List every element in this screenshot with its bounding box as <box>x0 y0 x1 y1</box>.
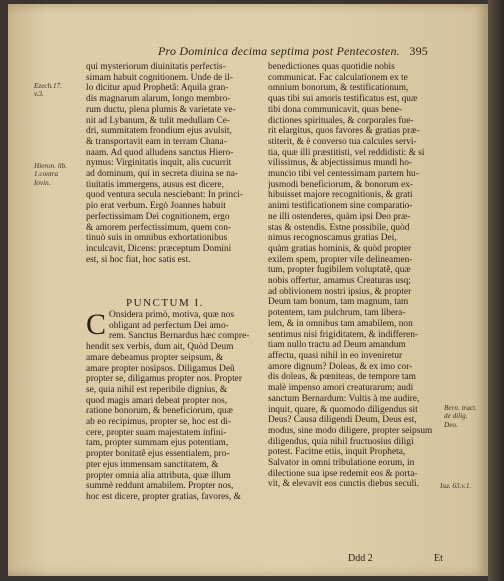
text-line: se, quia nihil est reperibile dignius, & <box>86 384 228 395</box>
text-line: amare propter nosipsos. Diligamus Deũ <box>86 363 235 374</box>
text-line: hibuisset majore recognitionis, & grati <box>268 190 413 201</box>
margin-note-bern <box>444 404 477 429</box>
text-line: nimus recognoscamus gratias Dei, <box>268 233 397 244</box>
margin-note-isa <box>440 482 471 490</box>
running-header <box>158 44 428 59</box>
text-line: tibi dona communicavit, quas bene- <box>268 104 403 115</box>
text-line: dis doleas, & pœniteas, de tempore tam <box>268 372 416 383</box>
text-line: Salvator in omni tribulatione eorum, in <box>268 458 415 469</box>
text-line: affectu, quasi nihil in eo inveniretur <box>268 350 403 361</box>
text-line: rit elargitus, quos favores & gratias præ- <box>268 126 420 137</box>
text-line: Deus? Causa diligendi Deum, Deus est, <box>268 415 417 426</box>
book-page <box>8 4 488 576</box>
text-line: nit ad Lybanum, & tulit medullam Ce- <box>86 115 230 126</box>
text-line: qui mysteriorum diuinitatis perfectis- <box>86 62 226 72</box>
text-line: & amorem perfectissimum, quem con- <box>86 222 232 233</box>
signature-mark: Ddd 2 <box>348 553 373 564</box>
text-line: muncio tibi vel centessimam partem hu- <box>268 169 419 180</box>
margin-note-line: Iovin. <box>34 178 51 187</box>
margin-note-line: Deo. <box>444 420 458 429</box>
page-number: 395 <box>409 44 428 58</box>
header-title: Pro Dominica decima septima post Pentecosten. <box>158 44 400 58</box>
book-edge <box>488 0 504 581</box>
text-line: nymus: Virginitatis inquit, alis cucurrit <box>86 158 232 169</box>
text-line: exilem spem, propter vile delineamen- <box>268 254 413 265</box>
text-line: quod ventura secula nesciebant: In princi- <box>86 190 243 201</box>
text-line: dictiones spirituales, & corporales fue- <box>268 115 414 126</box>
text-line: ratione bonorum, & beneficiorum, quæ <box>86 406 233 417</box>
text-line: amore dignum? Doleas, & ex imo cor- <box>268 361 413 372</box>
margin-note-hieron <box>34 162 67 187</box>
text-line: dis magnarum alarum, longo membro- <box>86 94 231 105</box>
text-line: tia, quæ illi præstitisti, vel reddidisti: & si <box>268 147 425 158</box>
text-line: pio erat verbum. Ergò Joannes habuit <box>86 201 226 212</box>
text-line: rum ductu, plena plumis & varietate ve- <box>86 104 236 115</box>
text-line: malè impenso amori creaturarum; audi <box>268 383 414 394</box>
text-line: animi testificationem sine comparatio- <box>268 201 413 212</box>
margin-note-line: Isa. 63.v.1. <box>440 482 472 490</box>
text-line: stas & ostendis. Estne possibile, quòd <box>268 222 410 233</box>
margin-note-line: 1.contra <box>34 170 59 179</box>
text-line: est, si hoc fiat, hoc satis est. <box>86 254 191 265</box>
left-column-continued <box>86 310 256 503</box>
text-line: benedictiones quas quotidie nobis <box>268 62 395 72</box>
text-line: lem, & in omnibus tam amabilem, non <box>268 318 413 329</box>
text-line: dri, summitatem frondium ejus avulsit, <box>86 126 232 137</box>
text-line: tum, propter fugibilem voluptatẽ, quæ <box>268 265 411 276</box>
text-line: propter se, diligamus propter nos. Propter <box>86 374 242 385</box>
section-heading: PUNCTUM I. <box>126 297 204 309</box>
left-column <box>86 62 256 265</box>
text-line: obligant ad perfectum Dei amo- <box>109 320 229 331</box>
text-line: sanctum Bernardum: Vultis à me audire, <box>268 393 420 404</box>
text-line: nobis offertur, amamus Creaturas usq; <box>268 276 411 287</box>
text-line: & transportavit eam in terram Chana- <box>86 136 227 147</box>
margin-note-line: Ezech.17. <box>34 82 62 90</box>
text-line: quod magis amari debeat propter nos, <box>86 395 228 406</box>
text-line: tiuitatis immergens, ausus est dicere, <box>86 179 224 190</box>
text-line: cere, propter suam majestatem infini- <box>86 427 227 438</box>
margin-note-line: de dilig. <box>444 412 468 421</box>
text-line: quàm gratias hominis, & quòd propter <box>268 243 412 254</box>
text-line: ad oblivionem nostri ipsius, & propter <box>268 286 412 297</box>
text-line: perfectissimam Dei cognitionem, ergo <box>86 211 230 222</box>
margin-note-ezech <box>34 82 62 99</box>
text-line: rem. Sanctus Bernardus hæc compre- <box>109 331 250 342</box>
text-line: modus, sine modo diligere, propter seipsum <box>268 425 433 436</box>
text-line: sentimus nisi frigiditatem, & indifferen- <box>268 329 419 340</box>
text-line: simam habuit cognitionem. Unde de il- <box>86 72 233 83</box>
text-line: naam. Ad quod alludens sanctus Hiero- <box>86 147 234 158</box>
text-line: diligendus, quia nihil fructuosius diligi <box>268 436 414 447</box>
text-line: tiam nullo tractu ad Deum amandum <box>268 340 406 351</box>
text-line: summè reddunt amabilem. Propter nos, <box>86 481 234 492</box>
text-line: hendit sex verbis, dum ait, Quòd Deum <box>86 342 234 353</box>
text-line: potest. Facitne etiis, inquit Propheta, <box>268 447 406 458</box>
text-line: propter bonitatẽ ejus essentialem, pro- <box>86 449 230 460</box>
text-line: vilissimus, & abjectissimus mundi ho- <box>268 158 413 169</box>
text-line: jusmodi beneficiorum, & bonorum ex- <box>268 179 414 190</box>
text-line: tam, propter summam ejus potentiam, <box>86 438 229 449</box>
text-line: amare debeamus propter seipsum, & <box>86 352 224 363</box>
text-line: omnium bonorum, & testificationum, <box>268 83 409 94</box>
text-line: ne illi ostenderes, quàm ipsi Deo præ- <box>268 211 411 222</box>
text-line: Onsidera primò, motiva, quæ nos <box>109 310 235 320</box>
text-line: potentem, tam pulchrum, tam libera- <box>268 308 406 319</box>
text-line: inquit, quare, & quomodo diligendus sit <box>268 404 418 415</box>
text-line: ad dominum, qui in secreta diuina se na- <box>86 169 239 180</box>
text-line: ab eo recipimus, propter se, hoc est di- <box>86 417 232 428</box>
text-line: inculcavit, Dicens: præceptum Domini <box>86 243 232 254</box>
catchword: Et <box>434 553 443 564</box>
text-line: tinuò suis in omnibus exhortationibus <box>86 233 228 244</box>
text-line: lo dicitur apud Prophetã: Aquila gran- <box>86 83 229 94</box>
text-line: hoc est dicere, propter gratias, favores, & <box>86 491 241 502</box>
margin-note-line: Hieron. lib. <box>34 162 68 170</box>
text-line: vit, & elevavit eos cunctis diebus seculi. <box>268 479 420 490</box>
signature-line <box>348 553 443 564</box>
text-line: quas tibi sui amoris testificatus est, quæ <box>268 94 418 105</box>
text-line: propter omnia alia attributa, quæ illum <box>86 470 231 481</box>
text-line: pter ejus immensam sanctitatem, & <box>86 459 219 470</box>
text-line: dilectione sua ipse redemit eos & porta- <box>268 468 418 479</box>
text-line: communicat. Fac calculationem ex te <box>268 72 408 83</box>
margin-note-line: Bern. tract. <box>444 404 477 412</box>
margin-note-line: v.3. <box>34 90 44 99</box>
right-column <box>268 62 440 490</box>
drop-cap: C <box>86 308 107 341</box>
text-line: stiterit, & è converso tua calcules servi- <box>268 136 417 147</box>
text-line: Deum tam bonum, tam magnum, tam <box>268 297 409 308</box>
